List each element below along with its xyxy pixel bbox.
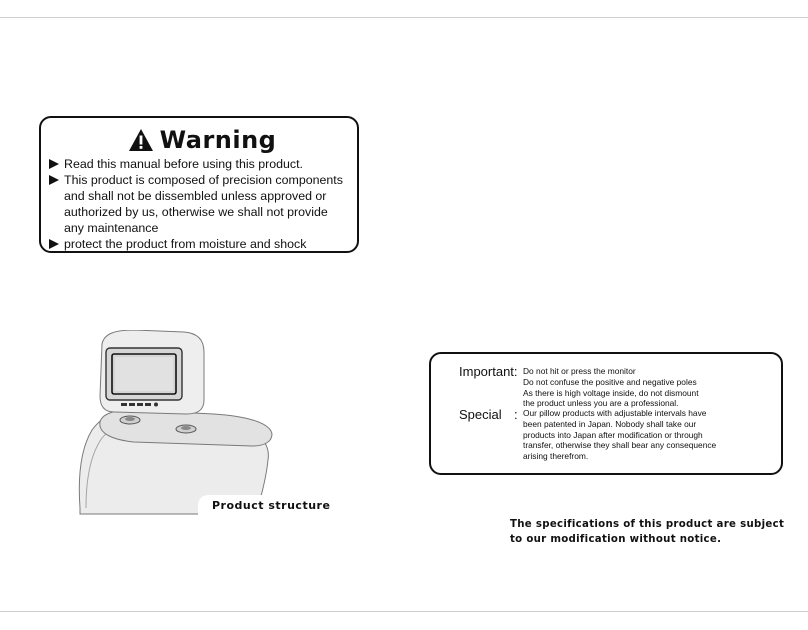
notice-line-1: The specifications of this product are subject — [510, 519, 785, 530]
list-item: Do not hit or press the monitor — [523, 366, 636, 376]
list-item: been patented in Japan. Nobody shall take our — [523, 418, 697, 429]
headrest-monitor-illustration — [74, 330, 304, 515]
list-item — [49, 156, 351, 172]
list-item — [49, 236, 351, 252]
list-item: As there is high voltage inside, do not dismount — [523, 387, 699, 398]
list-item: arising therefrom. — [523, 451, 589, 462]
important-lines — [523, 366, 699, 409]
list-item — [49, 172, 351, 236]
warning-item-text: This product is composed of precision components and shall not be dissembled unless approved or authorized by us, otherwise we shall not provide any maintenance — [64, 173, 343, 235]
list-item: products into Japan after modification or through — [523, 429, 703, 440]
top-divider — [0, 17, 808, 18]
special-label: Special — [459, 407, 502, 422]
bottom-divider — [0, 611, 808, 612]
warning-item-text: protect the product from moisture and shock — [64, 237, 307, 251]
list-item: the product unless you are a professional. — [523, 398, 679, 409]
special-lines — [523, 408, 716, 462]
warning-item-text: Read this manual before using this product. — [64, 157, 304, 171]
warning-title: Warning — [159, 126, 277, 154]
bullet-arrow-icon — [49, 239, 59, 249]
specification-notice — [510, 517, 784, 547]
notice-line-2: to our modification without notice. — [510, 534, 722, 545]
list-item: transfer, otherwise they shall bear any consequence — [523, 440, 717, 451]
bullet-arrow-icon — [49, 159, 59, 169]
list-item: Do not confuse the positive and negative poles — [523, 376, 697, 387]
important-label: Important: — [459, 364, 518, 379]
bullet-arrow-icon — [49, 175, 59, 185]
important-notes-box — [429, 352, 783, 475]
illustration-caption: Product structure — [212, 499, 331, 512]
warning-list — [49, 156, 351, 252]
warning-heading — [53, 124, 351, 156]
warning-triangle-icon — [128, 128, 154, 152]
warning-box — [39, 116, 359, 253]
list-item: Our pillow products with adjustable intervals have — [523, 408, 707, 418]
special-colon: : — [514, 407, 518, 422]
